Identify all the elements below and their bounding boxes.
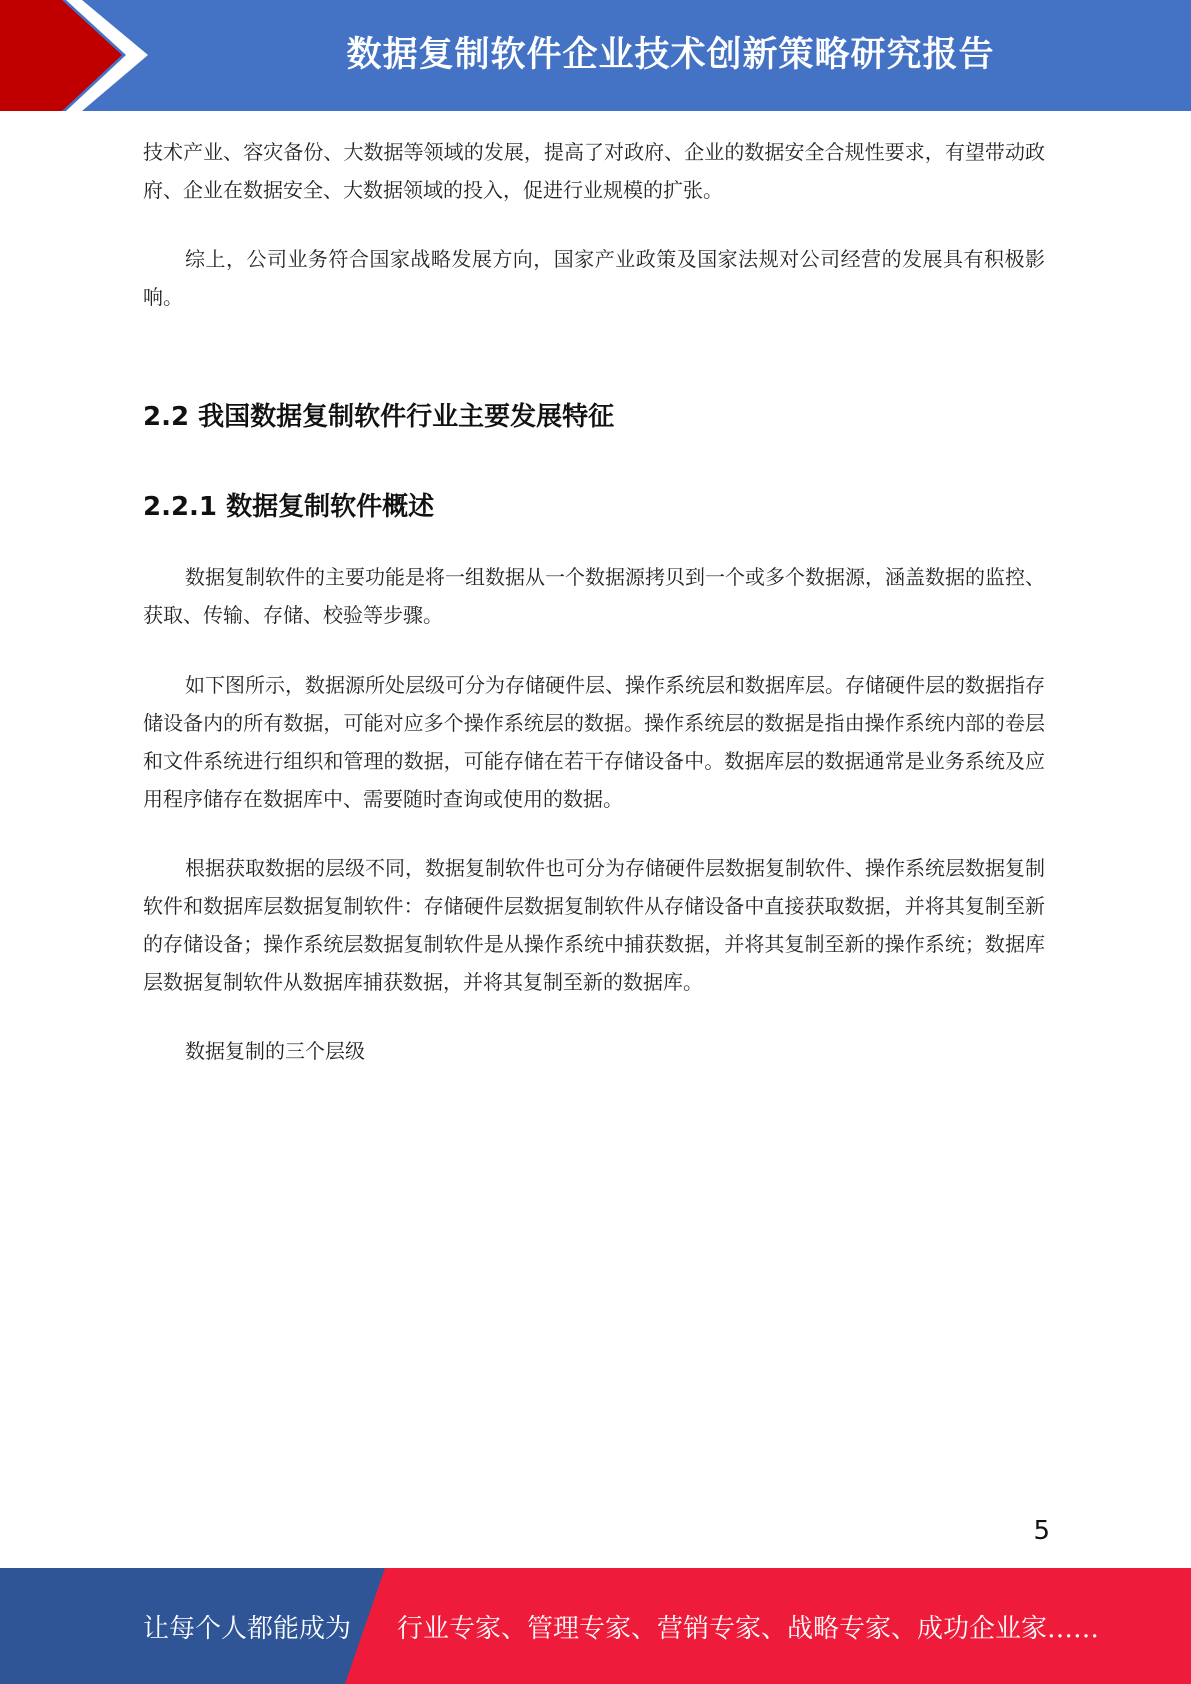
section-heading: 2.2 我国数据复制软件行业主要发展特征 [143, 402, 615, 432]
footer-slogan-right: 行业专家、管理专家、营销专家、战略专家、成功企业家…… [397, 1613, 1100, 1644]
footer-banner [0, 1568, 1191, 1684]
paragraph-4: 如下图所示，数据源所处层级可分为存储硬件层、操作系统层和数据库层。存储硬件层的数据指存储设备内的所有数据，可能对应多个操作系统层的数据。操作系统层的数据是指由操作系统内部的卷层和文件系统进行组织和管理的数据，可能存储在若干存储设备中。数据库层的数据通常是业务系统及应用程序储存在数据库中、需要随时查询或使用的数据。 [143, 673, 1045, 811]
page-number: 5 [1033, 1516, 1050, 1546]
figure-caption: 数据复制的三个层级 [185, 1039, 365, 1063]
document-title: 数据复制软件企业技术创新策略研究报告 [346, 35, 995, 75]
header-arrow-icon [0, 0, 160, 111]
paragraph-1: 技术产业、容灾备份、大数据等领域的发展，提高了对政府、企业的数据安全合规性要求，有望带动政府、企业在数据安全、大数据领域的投入，促进行业规模的扩张。 [143, 140, 1045, 202]
paragraph-3: 数据复制软件的主要功能是将一组数据从一个数据源拷贝到一个或多个数据源，涵盖数据的监控、获取、传输、存储、校验等步骤。 [143, 565, 1045, 627]
subsection-heading: 2.2.1 数据复制软件概述 [143, 492, 435, 522]
paragraph-5: 根据获取数据的层级不同，数据复制软件也可分为存储硬件层数据复制软件、操作系统层数据复制软件和数据库层数据复制软件：存储硬件层数据复制软件从存储设备中直接获取数据，并将其复制至新的存储设备；操作系统层数据复制软件是从操作系统中捕获数据，并将其复制至新的操作系统；数据库层数据复制软件从数据库捕获数据，并将其复制至新的数据库。 [143, 856, 1045, 994]
footer-slogan-left: 让每个人都能成为 [143, 1613, 352, 1644]
paragraph-2: 综上，公司业务符合国家战略发展方向，国家产业政策及国家法规对公司经营的发展具有积极影响。 [143, 247, 1045, 309]
